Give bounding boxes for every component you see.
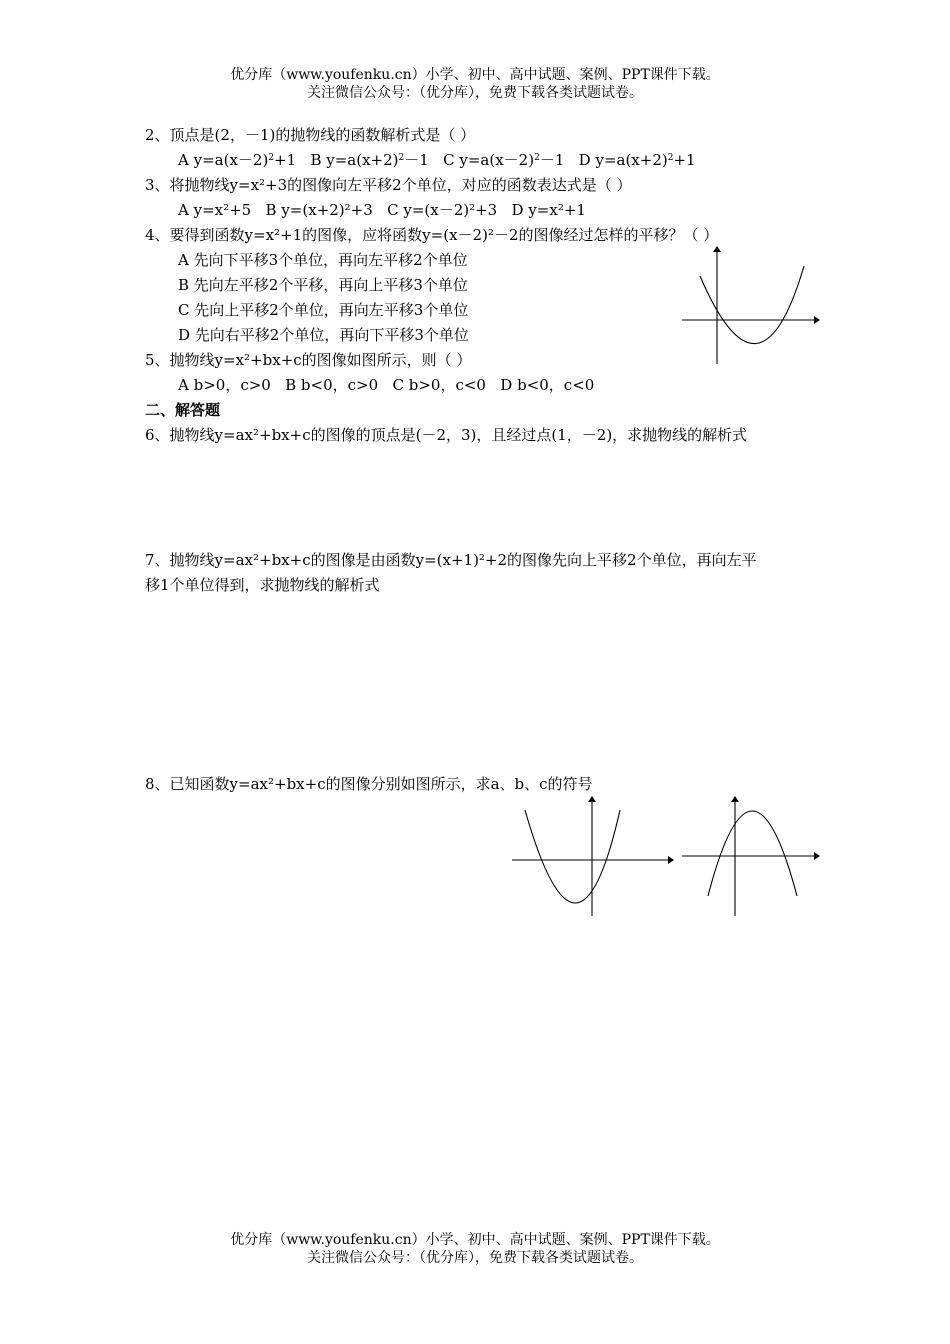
y-axis-arrow-icon <box>588 796 596 802</box>
x-axis-arrow-icon <box>814 316 820 324</box>
question-3-options <box>178 200 586 220</box>
page-header-line1: 优分库（www.youfenku.cn）小学、初中、高中试题、案例、PPT课件下载。 <box>230 67 720 83</box>
question-5-option-c: C b>0，c<0 <box>392 376 486 394</box>
question-8-stem: 8、已知函数y=ax²+bx+c的图像分别如图所示，求a、b、c的符号 <box>145 775 593 793</box>
question-7-stem-line2: 移1个单位得到，求抛物线的解析式 <box>145 576 380 594</box>
question-2-option-c: C $y=a(x-2)^2-1$ <box>443 151 565 169</box>
question-3-option-d: D y=x²+1 <box>511 201 586 219</box>
question-2-option-a: A $y=a(x-2)^2+1$ <box>178 151 297 169</box>
question-8-graph-left <box>510 796 675 918</box>
question-4-option-c: C 先向上平移2个单位，再向左平移3个单位 <box>178 301 469 319</box>
parabola-curve <box>708 811 797 896</box>
y-axis-arrow-icon <box>713 246 721 252</box>
question-6-stem: 6、抛物线y=ax²+bx+c的图像的顶点是(－2，3)，且经过点(1，－2)，求抛物线的解析式 <box>145 426 748 444</box>
question-5-stem: 5、抛物线y=x²+bx+c的图像如图所示，则（ ） <box>145 351 472 369</box>
question-5-options <box>178 375 594 395</box>
y-axis-arrow-icon <box>731 796 739 802</box>
page-header-line2: 关注微信公众号：（优分库），免费下载各类试题试卷。 <box>307 85 643 101</box>
section-title-answer-questions: 二、解答题 <box>145 401 221 419</box>
question-2-option-b: B $y=a(x+2)^2-1$ <box>310 151 429 169</box>
question-5-option-b: B b<0，c>0 <box>285 376 379 394</box>
question-4-stem: 4、要得到函数y=x²+1的图像，应将函数y=(x－2)²－2的图像经过怎样的平移？（ ） <box>145 226 719 244</box>
question-3-option-a: A y=x²+5 <box>178 201 252 219</box>
question-2-stem: 2、顶点是(2，－1)的抛物线的函数解析式是（ ） <box>145 126 476 144</box>
question-3-stem: 3、将抛物线y=x²+3的图像向左平移2个单位，对应的函数表达式是（ ） <box>145 176 632 194</box>
question-7-stem-line1: 7、抛物线y=ax²+bx+c的图像是由函数y=(x+1)²+2的图像先向上平移2个单位，再向左平 <box>145 551 757 569</box>
page-footer-line2: 关注微信公众号：（优分库），免费下载各类试题试卷。 <box>307 1250 643 1266</box>
question-5-option-a: A b>0，c>0 <box>178 376 271 394</box>
x-axis-arrow-icon <box>814 852 820 860</box>
parabola-curve <box>700 266 804 344</box>
parabola-curve <box>525 810 620 903</box>
question-8-graph-right <box>680 796 820 918</box>
question-3-option-c: C y=(x－2)²+3 <box>387 201 498 219</box>
question-4-option-d: D 先向右平移2个单位，再向下平移3个单位 <box>178 326 469 344</box>
question-5-parabola-graph <box>680 246 820 366</box>
question-3-option-b: B y=(x+2)²+3 <box>265 201 373 219</box>
question-2-option-d: D $y=a(x+2)^2+1$ <box>578 151 696 169</box>
question-2-options <box>178 150 696 170</box>
x-axis-arrow-icon <box>668 856 674 864</box>
question-4-option-b: B 先向左平移2个平移，再向上平移3个单位 <box>178 276 468 294</box>
question-4-option-a: A 先向下平移3个单位，再向左平移2个单位 <box>178 251 468 269</box>
page-footer-line1: 优分库（www.youfenku.cn）小学、初中、高中试题、案例、PPT课件下载。 <box>230 1232 720 1248</box>
question-5-option-d: D b<0，c<0 <box>500 376 595 394</box>
